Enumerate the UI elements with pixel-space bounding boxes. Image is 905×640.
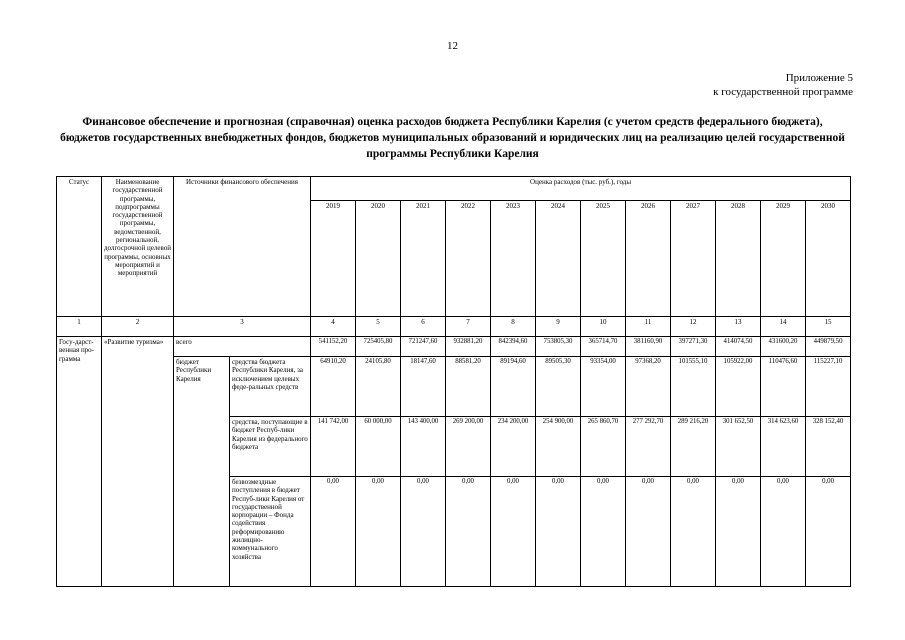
value-cell: 18147,60 <box>401 357 446 417</box>
program-name-cell: «Развитие туризма» <box>102 337 174 587</box>
header-sources: Источники финансового обеспечения <box>174 177 311 317</box>
column-index: 1 <box>57 317 102 337</box>
column-index: 12 <box>671 317 716 337</box>
value-cell: 110476,60 <box>761 357 806 417</box>
value-cell: 105922,00 <box>716 357 761 417</box>
value-cell: 234 200,00 <box>491 417 536 477</box>
year-header: 2024 <box>536 201 581 317</box>
page-number: 12 <box>447 40 458 52</box>
total-value: 753805,30 <box>536 337 581 357</box>
value-cell: 314 623,60 <box>761 417 806 477</box>
row-label: средства бюджета Республики Карелия, за исключением целевых феде-ральных средств <box>230 357 311 417</box>
total-value: 725405,80 <box>356 337 401 357</box>
year-header: 2030 <box>806 201 851 317</box>
value-cell: 277 292,70 <box>626 417 671 477</box>
value-cell: 89194,60 <box>491 357 536 417</box>
year-header: 2022 <box>446 201 491 317</box>
column-index: 7 <box>446 317 491 337</box>
year-header: 2029 <box>761 201 806 317</box>
value-cell: 97368,20 <box>626 357 671 417</box>
value-cell: 0,00 <box>716 477 761 587</box>
row-label: средства, поступающие в бюджет Респуб-лики Карелия из федерального бюджета <box>230 417 311 477</box>
column-index: 14 <box>761 317 806 337</box>
value-cell: 24105,80 <box>356 357 401 417</box>
value-cell: 269 200,00 <box>446 417 491 477</box>
value-cell: 143 400,00 <box>401 417 446 477</box>
total-label: всего <box>174 337 311 357</box>
column-index: 4 <box>311 317 356 337</box>
table-row-total <box>57 337 851 357</box>
value-cell: 265 860,70 <box>581 417 626 477</box>
total-value: 381160,90 <box>626 337 671 357</box>
column-index: 15 <box>806 317 851 337</box>
value-cell: 0,00 <box>581 477 626 587</box>
year-header: 2025 <box>581 201 626 317</box>
value-cell: 60 000,00 <box>356 417 401 477</box>
column-index: 9 <box>536 317 581 337</box>
column-index-row <box>57 317 851 337</box>
appendix-line-2: к государственной программе <box>713 86 853 98</box>
value-cell: 115227,10 <box>806 357 851 417</box>
status-cell: Госу-дарст-венная про-грамма <box>57 337 102 587</box>
total-value: 397271,30 <box>671 337 716 357</box>
year-header: 2027 <box>671 201 716 317</box>
budget-table <box>56 176 851 587</box>
year-header: 2028 <box>716 201 761 317</box>
value-cell: 0,00 <box>311 477 356 587</box>
column-index: 10 <box>581 317 626 337</box>
year-header: 2019 <box>311 201 356 317</box>
value-cell: 0,00 <box>806 477 851 587</box>
year-header: 2023 <box>491 201 536 317</box>
value-cell: 328 152,40 <box>806 417 851 477</box>
appendix-caption <box>713 71 853 99</box>
total-value: 431600,20 <box>761 337 806 357</box>
total-value: 541152,20 <box>311 337 356 357</box>
column-index: 13 <box>716 317 761 337</box>
value-cell: 0,00 <box>491 477 536 587</box>
value-cell: 93354,00 <box>581 357 626 417</box>
header-name: Наименование государственной программы, подпрограммы государственной программы, ведомственной, региональной, долгосрочной целевой программы, основных мероприятий и мероприятий <box>102 177 174 317</box>
budget-label: бюджет Республики Карелия <box>174 357 230 587</box>
header-estimate: Оценка расходов (тыс. руб.), годы <box>311 177 851 201</box>
year-header: 2020 <box>356 201 401 317</box>
total-value: 365714,70 <box>581 337 626 357</box>
document-title: Финансовое обеспечение и прогнозная (справочная) оценка расходов бюджета Республики Карелия (с учетом средств федерального бюджета), бюджетов государственных внебюджетных фондов, бюджетов муниципальных образований и юридических лиц на реализацию целей государственной программы Республики Карелия <box>60 116 845 160</box>
year-header: 2026 <box>626 201 671 317</box>
value-cell: 0,00 <box>446 477 491 587</box>
table-row-regional-funds <box>57 357 851 417</box>
column-index: 6 <box>401 317 446 337</box>
value-cell: 0,00 <box>536 477 581 587</box>
row-label: безвозмездные поступления в бюджет Респуб-лики Карелия от государственной корпорации – Фонда содействия реформированию жилищно-коммунального хозяйства <box>230 477 311 587</box>
column-index: 2 <box>102 317 174 337</box>
column-index: 5 <box>356 317 401 337</box>
value-cell: 88581,20 <box>446 357 491 417</box>
value-cell: 0,00 <box>626 477 671 587</box>
column-index: 8 <box>491 317 536 337</box>
value-cell: 89505,30 <box>536 357 581 417</box>
value-cell: 0,00 <box>671 477 716 587</box>
value-cell: 0,00 <box>401 477 446 587</box>
value-cell: 254 900,00 <box>536 417 581 477</box>
column-index: 11 <box>626 317 671 337</box>
year-header: 2021 <box>401 201 446 317</box>
header-status: Статус <box>57 177 102 317</box>
appendix-line-1: Приложение 5 <box>785 72 853 84</box>
value-cell: 64910,20 <box>311 357 356 417</box>
total-value: 721247,60 <box>401 337 446 357</box>
value-cell: 289 216,20 <box>671 417 716 477</box>
total-value: 414074,50 <box>716 337 761 357</box>
header-row-1 <box>57 177 851 201</box>
total-value: 449879,50 <box>806 337 851 357</box>
value-cell: 301 652,50 <box>716 417 761 477</box>
value-cell: 101555,10 <box>671 357 716 417</box>
value-cell: 0,00 <box>356 477 401 587</box>
total-value: 842394,60 <box>491 337 536 357</box>
column-index: 3 <box>174 317 311 337</box>
value-cell: 0,00 <box>761 477 806 587</box>
value-cell: 141 742,00 <box>311 417 356 477</box>
total-value: 932881,20 <box>446 337 491 357</box>
